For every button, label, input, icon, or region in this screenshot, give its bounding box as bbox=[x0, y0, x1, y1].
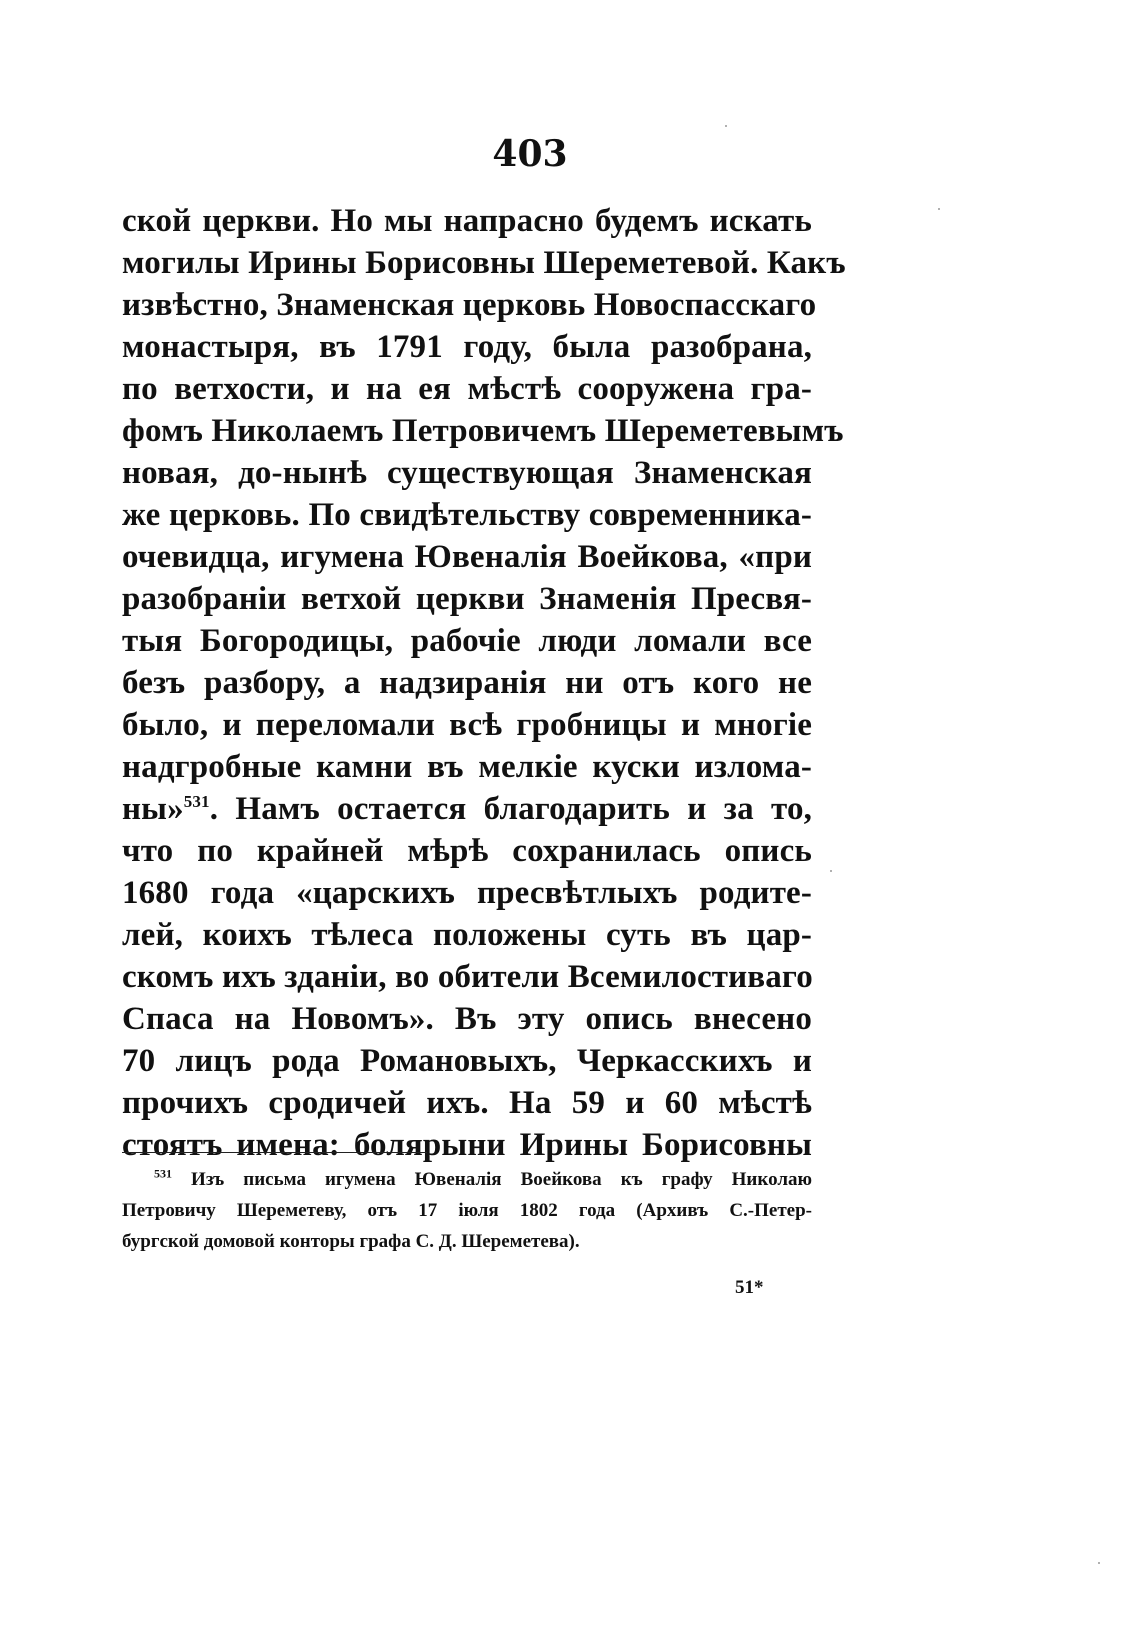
text-line: по ветхости, и на ея мѣстѣ сооружена гра- bbox=[122, 371, 812, 407]
footnote-reference: 531 bbox=[183, 792, 210, 811]
text-line: было, и переломали всѣ гробницы и многіе bbox=[122, 707, 812, 743]
footnote-divider bbox=[122, 1152, 427, 1153]
footnote-marker: 531 bbox=[154, 1166, 172, 1181]
scan-speck bbox=[938, 208, 940, 210]
footnote-line: бургской домовой конторы графа С. Д. Шереметева). bbox=[122, 1231, 580, 1252]
text-line: стоятъ имена: болярыни Ирины Борисовны bbox=[122, 1127, 812, 1163]
text-fragment: . Намъ остается благодарить и за то, bbox=[209, 791, 812, 827]
text-line: что по крайней мѣрѣ сохранилась опись bbox=[122, 833, 812, 869]
text-line: могилы Ирины Борисовны Шереметевой. Какъ bbox=[122, 245, 846, 281]
text-line: скомъ ихъ зданіи, во обители Всемилостиваго bbox=[122, 959, 813, 995]
text-line: новая, до-нынѣ существующая Знаменская bbox=[122, 455, 812, 491]
scan-speck bbox=[830, 870, 832, 872]
text-line: монастыря, въ 1791 году, была разобрана, bbox=[122, 329, 812, 365]
footnote-text: Изъ письма игумена Ювеналія Воейкова къ графу Николаю bbox=[191, 1169, 813, 1190]
text-line: тыя Богородицы, рабочіе люди ломали все bbox=[122, 623, 812, 659]
scan-speck bbox=[1098, 1562, 1100, 1564]
text-line: фомъ Николаемъ Петровичемъ Шереметевымъ bbox=[122, 413, 844, 449]
text-line: 1680 года «царскихъ пресвѣтлыхъ родите- bbox=[122, 875, 812, 911]
text-fragment: ны» bbox=[122, 791, 184, 827]
text-line: надгробные камни въ мелкіе куски излома- bbox=[122, 749, 812, 785]
text-line: безъ разбору, а надзиранія ни отъ кого не bbox=[122, 665, 812, 701]
footnote-line: Петровичу Шереметеву, отъ 17 іюля 1802 года (Архивъ С.-Петер- bbox=[122, 1200, 812, 1221]
main-text-block bbox=[122, 200, 846, 1166]
footnote bbox=[122, 1164, 812, 1257]
scan-speck bbox=[725, 125, 727, 127]
text-line: очевидца, игумена Ювеналія Воейкова, «при bbox=[122, 539, 812, 575]
text-line: Спаса на Новомъ». Въ эту опись внесено bbox=[122, 1001, 812, 1037]
page-number: 403 bbox=[492, 133, 568, 175]
text-line: же церковь. По свидѣтельству современника- bbox=[122, 497, 812, 533]
printer-signature-mark: 51* bbox=[735, 1277, 764, 1298]
text-line: извѣстно, Знаменская церковь Новоспасскаго bbox=[122, 287, 817, 323]
text-line: прочихъ сродичей ихъ. На 59 и 60 мѣстѣ bbox=[122, 1085, 812, 1121]
text-line: разобраніи ветхой церкви Знаменія Пресвя- bbox=[122, 581, 812, 617]
footnote-line bbox=[122, 1164, 812, 1195]
text-line: лей, коихъ тѣлеса положены суть въ цар- bbox=[122, 917, 812, 953]
text-line: 70 лицъ рода Романовыхъ, Черкасскихъ и bbox=[122, 1043, 812, 1079]
text-line-with-footnote-ref bbox=[122, 788, 812, 830]
text-line: ской церкви. Но мы напрасно будемъ искать bbox=[122, 203, 812, 239]
